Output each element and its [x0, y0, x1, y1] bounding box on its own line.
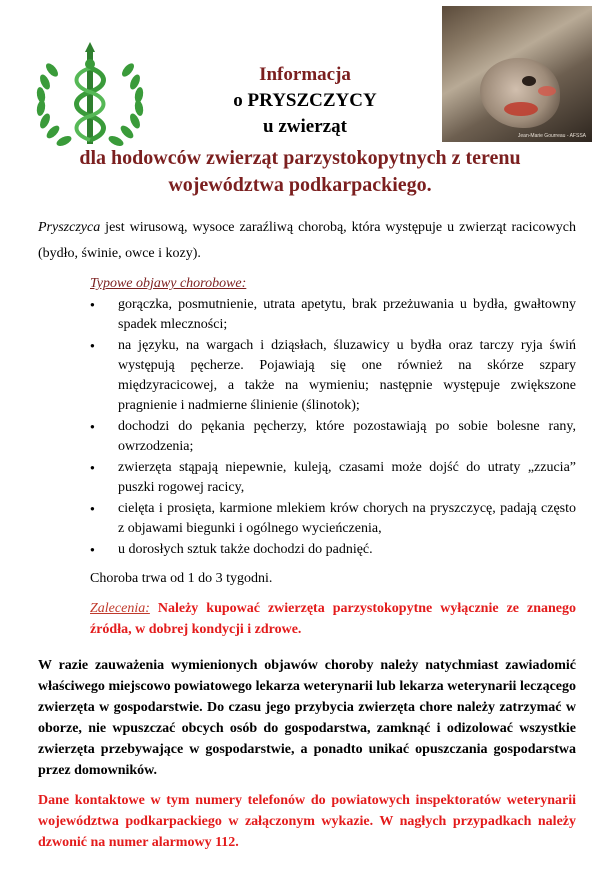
- veterinary-caduceus-wreath-icon: [30, 40, 150, 158]
- title-line-3: u zwierząt: [263, 116, 347, 137]
- symptom-item: ● gorączka, posmutnienie, utrata apetytu, brak przeżuwania u bydła, gwałtowny spadek mleczności;: [90, 295, 576, 335]
- lesion-mark: [538, 86, 556, 96]
- intro-term: Pryszczyca: [38, 220, 101, 235]
- intro-text: jest wirusową, wysoce zaraźliwą chorobą, która występuje u zwierząt racicowych (bydło, świnie, owce i kozy).: [38, 220, 576, 261]
- symptom-item: ● u dorosłych sztuk także dochodzi do padnięć.: [90, 540, 576, 560]
- symptom-item: ● dochodzi do pękania pęcherzy, które pozostawiają po sobie bolesne rany, owrzodzenia;: [90, 417, 576, 457]
- nostril-shape: [522, 76, 536, 86]
- title-subheading: dla hodowców zwierząt parzystokopytnych z terenu województwa podkarpackiego.: [79, 147, 521, 196]
- symptoms-heading: Typowe objawy chorobowe:: [90, 276, 247, 291]
- symptoms-list: [90, 295, 576, 561]
- recommendation-paragraph: [90, 598, 576, 640]
- diseased-animal-snout-photo: [442, 6, 592, 142]
- title-line-2: o PRYSZCZYCY: [233, 90, 377, 111]
- photo-credit: Jean-Marie Gourreau - AFSSA: [517, 133, 586, 139]
- recommendation-label: Zalecenia:: [90, 601, 150, 616]
- title-line-1: Informacja: [259, 64, 351, 85]
- symptom-item: ● zwierzęta stąpają niepewnie, kuleją, czasami może dojść do utraty „zzucia” puszki rogowej racicy,: [90, 458, 576, 498]
- lesion-mark: [504, 102, 538, 116]
- duration-text: Choroba trwa od 1 do 3 tygodni.: [90, 571, 273, 586]
- contact-paragraph: Dane kontaktowe w tym numery telefonów do powiatowych inspektoratów weterynarii województwa podkarpackiego w załączonym wykazie. W nagłych przypadkach należy dzwonić na numer alarmowy 112.: [38, 793, 576, 850]
- intro-paragraph: [38, 215, 576, 267]
- recommendation-text: Należy kupować zwierzęta parzystokopytne wyłącznie ze znanego źródła, w dobrej kondycji i zdrowe.: [90, 601, 576, 637]
- symptom-item: ● na języku, na wargach i dziąsłach, śluzawicy u bydła oraz tarczy ryja świń występują pęcherze. Pojawiają się one również na skórze szpary międzyracicowej, a także na wymieniu; następnie występuje zwiększone pragnienie i nadmierne ślinienie (ślinotok);: [90, 336, 576, 416]
- symptom-item: ● cielęta i prosięta, karmione mlekiem krów chorych na pryszczycę, padają często z objawami biegunki i ogólnego wycieńczenia,: [90, 499, 576, 539]
- action-paragraph: W razie zauważenia wymienionych objawów choroby należy natychmiast zawiadomić właściwego miejscowo powiatowego lekarza weterynarii lub lekarza weterynarii leczącego zwierzęta w gospodarstwie. Do czasu jego przybycia zwierzęta chore należy zatrzymać w oborze, nie wpuszczać obcych osób do gospodarstwa, zamknąć i odizolować wszystkie zwierzęta przebywające w gospodarstwie, a ponadto unikać opuszczania gospodarstwa przez domowników.: [38, 658, 576, 778]
